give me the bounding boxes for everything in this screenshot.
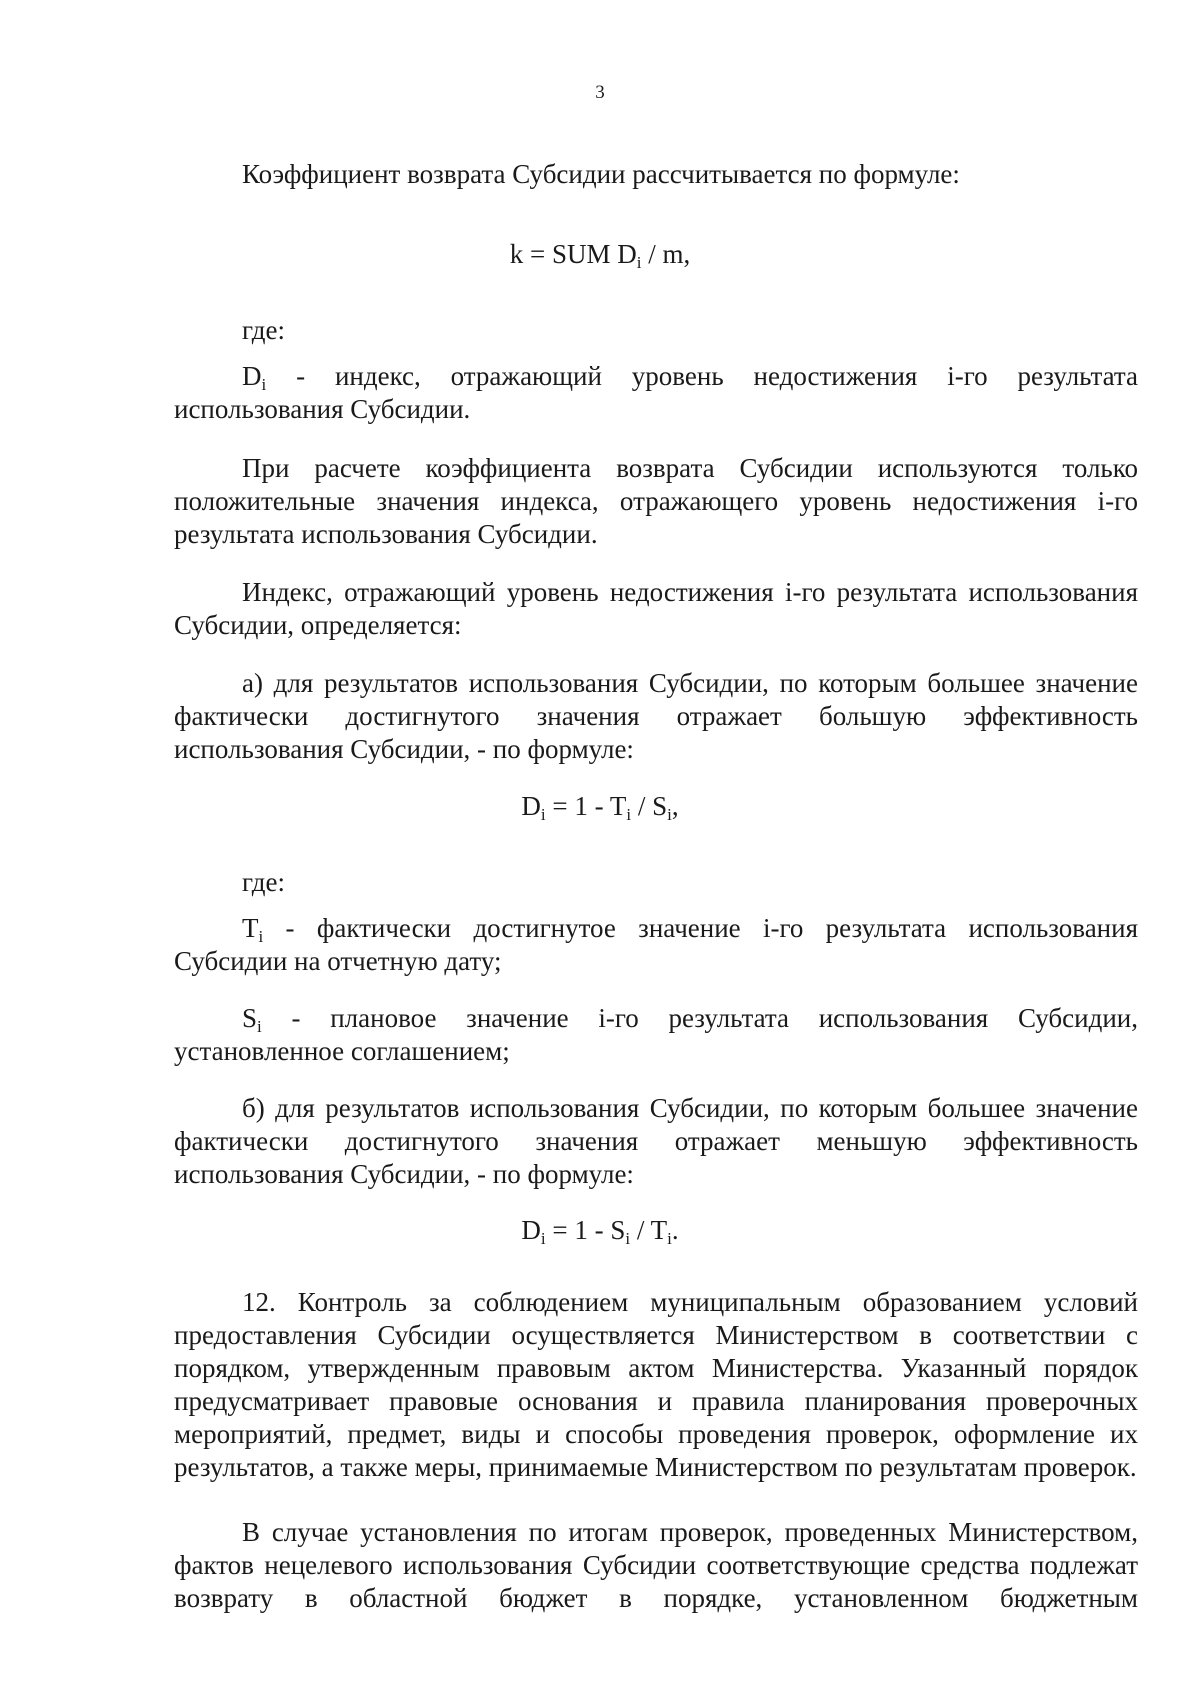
closing-paragraph: В случае установления по итогам проверок, проведенных Министерством, фактов нецелевого использования Субсидии соответствующие средства подлежат возврату в областной бюджет в порядке, установленном бюджетным <box>174 1517 1138 1613</box>
formula-b-sep: / T <box>630 1215 668 1245</box>
di-subscript: i <box>261 375 267 394</box>
formula-b-t-subscript: i <box>667 1229 672 1248</box>
formula-b-mid: = 1 - S <box>545 1215 626 1245</box>
formula-a-end: , <box>671 791 679 821</box>
si-subscript: i <box>257 1017 262 1036</box>
paragraph-b: б) для результатов использования Субсидии, по которым большее значение фактически достигнутого значения отражает меньшую эффективность использования Субсидии, - по формуле: <box>174 1093 1138 1189</box>
ti-symbol: T <box>242 913 259 943</box>
formula-a-d-subscript: i <box>540 805 546 824</box>
ti-text: - фактически достигнутое значение i-го результата использования Субсидии на отчетную дату; <box>174 913 1138 976</box>
formula-b-end: . <box>671 1215 679 1245</box>
formula-k-subscript: i <box>636 253 642 272</box>
paragraph-a: а) для результатов использования Субсидии, по которым большее значение фактически достигнутого значения отражает большую эффективность использования Субсидии, - по формуле: <box>174 668 1138 764</box>
formula-a-t-subscript: i <box>626 805 632 824</box>
positive-values-paragraph: При расчете коэффициента возврата Субсидии используются только положительные значения индекса, отражающего уровень недостижения i-го результата использования Субсидии. <box>174 453 1138 549</box>
formula-a-mid: = 1 - T <box>545 791 627 821</box>
di-definition <box>174 360 1138 426</box>
si-definition <box>174 1002 1138 1068</box>
formula-b-d: D <box>521 1215 541 1245</box>
formula-b-s-subscript: i <box>625 1229 631 1248</box>
ti-definition <box>174 912 1138 978</box>
formula-k-suffix: / m, <box>641 239 691 269</box>
si-text: - плановое значение i-го результата использования Субсидии, установленное соглашением; <box>174 1003 1138 1066</box>
di-text: - индекс, отражающий уровень недостижения i-го результата использования Субсидии. <box>174 361 1138 424</box>
di-symbol: D <box>242 361 262 391</box>
formula-k-prefix: k = SUM D <box>509 239 637 269</box>
where-label: где: <box>242 867 285 897</box>
formula-b <box>0 1214 1200 1247</box>
page-number: 3 <box>595 82 605 103</box>
formula-a <box>0 790 1200 823</box>
formula-k <box>0 238 1200 271</box>
formula-a-d: D <box>521 791 541 821</box>
index-paragraph: Индекс, отражающий уровень недостижения i-го результата использования Субсидии, определяется: <box>174 577 1138 640</box>
formula-b-d-subscript: i <box>540 1229 546 1248</box>
formula-a-s-subscript: i <box>667 805 672 824</box>
where-label: где: <box>242 315 285 345</box>
si-symbol: S <box>242 1003 258 1033</box>
intro-paragraph: Коэффициент возврата Субсидии рассчитывается по формуле: <box>242 159 960 189</box>
ti-subscript: i <box>258 927 264 946</box>
paragraph-12: 12. Контроль за соблюдением муниципальным образованием условий предоставления Субсидии осуществляется Министерством в соответствии с порядком, утвержденным правовым актом Министерства. Указанный порядок предусматривает правовые основания и правила планирования проверочных мероприятий, предмет, виды и способы проведения проверок, оформление их результатов, а также меры, принимаемые Министерством по результатам проверок. <box>174 1287 1138 1482</box>
formula-a-sep: / S <box>631 791 668 821</box>
